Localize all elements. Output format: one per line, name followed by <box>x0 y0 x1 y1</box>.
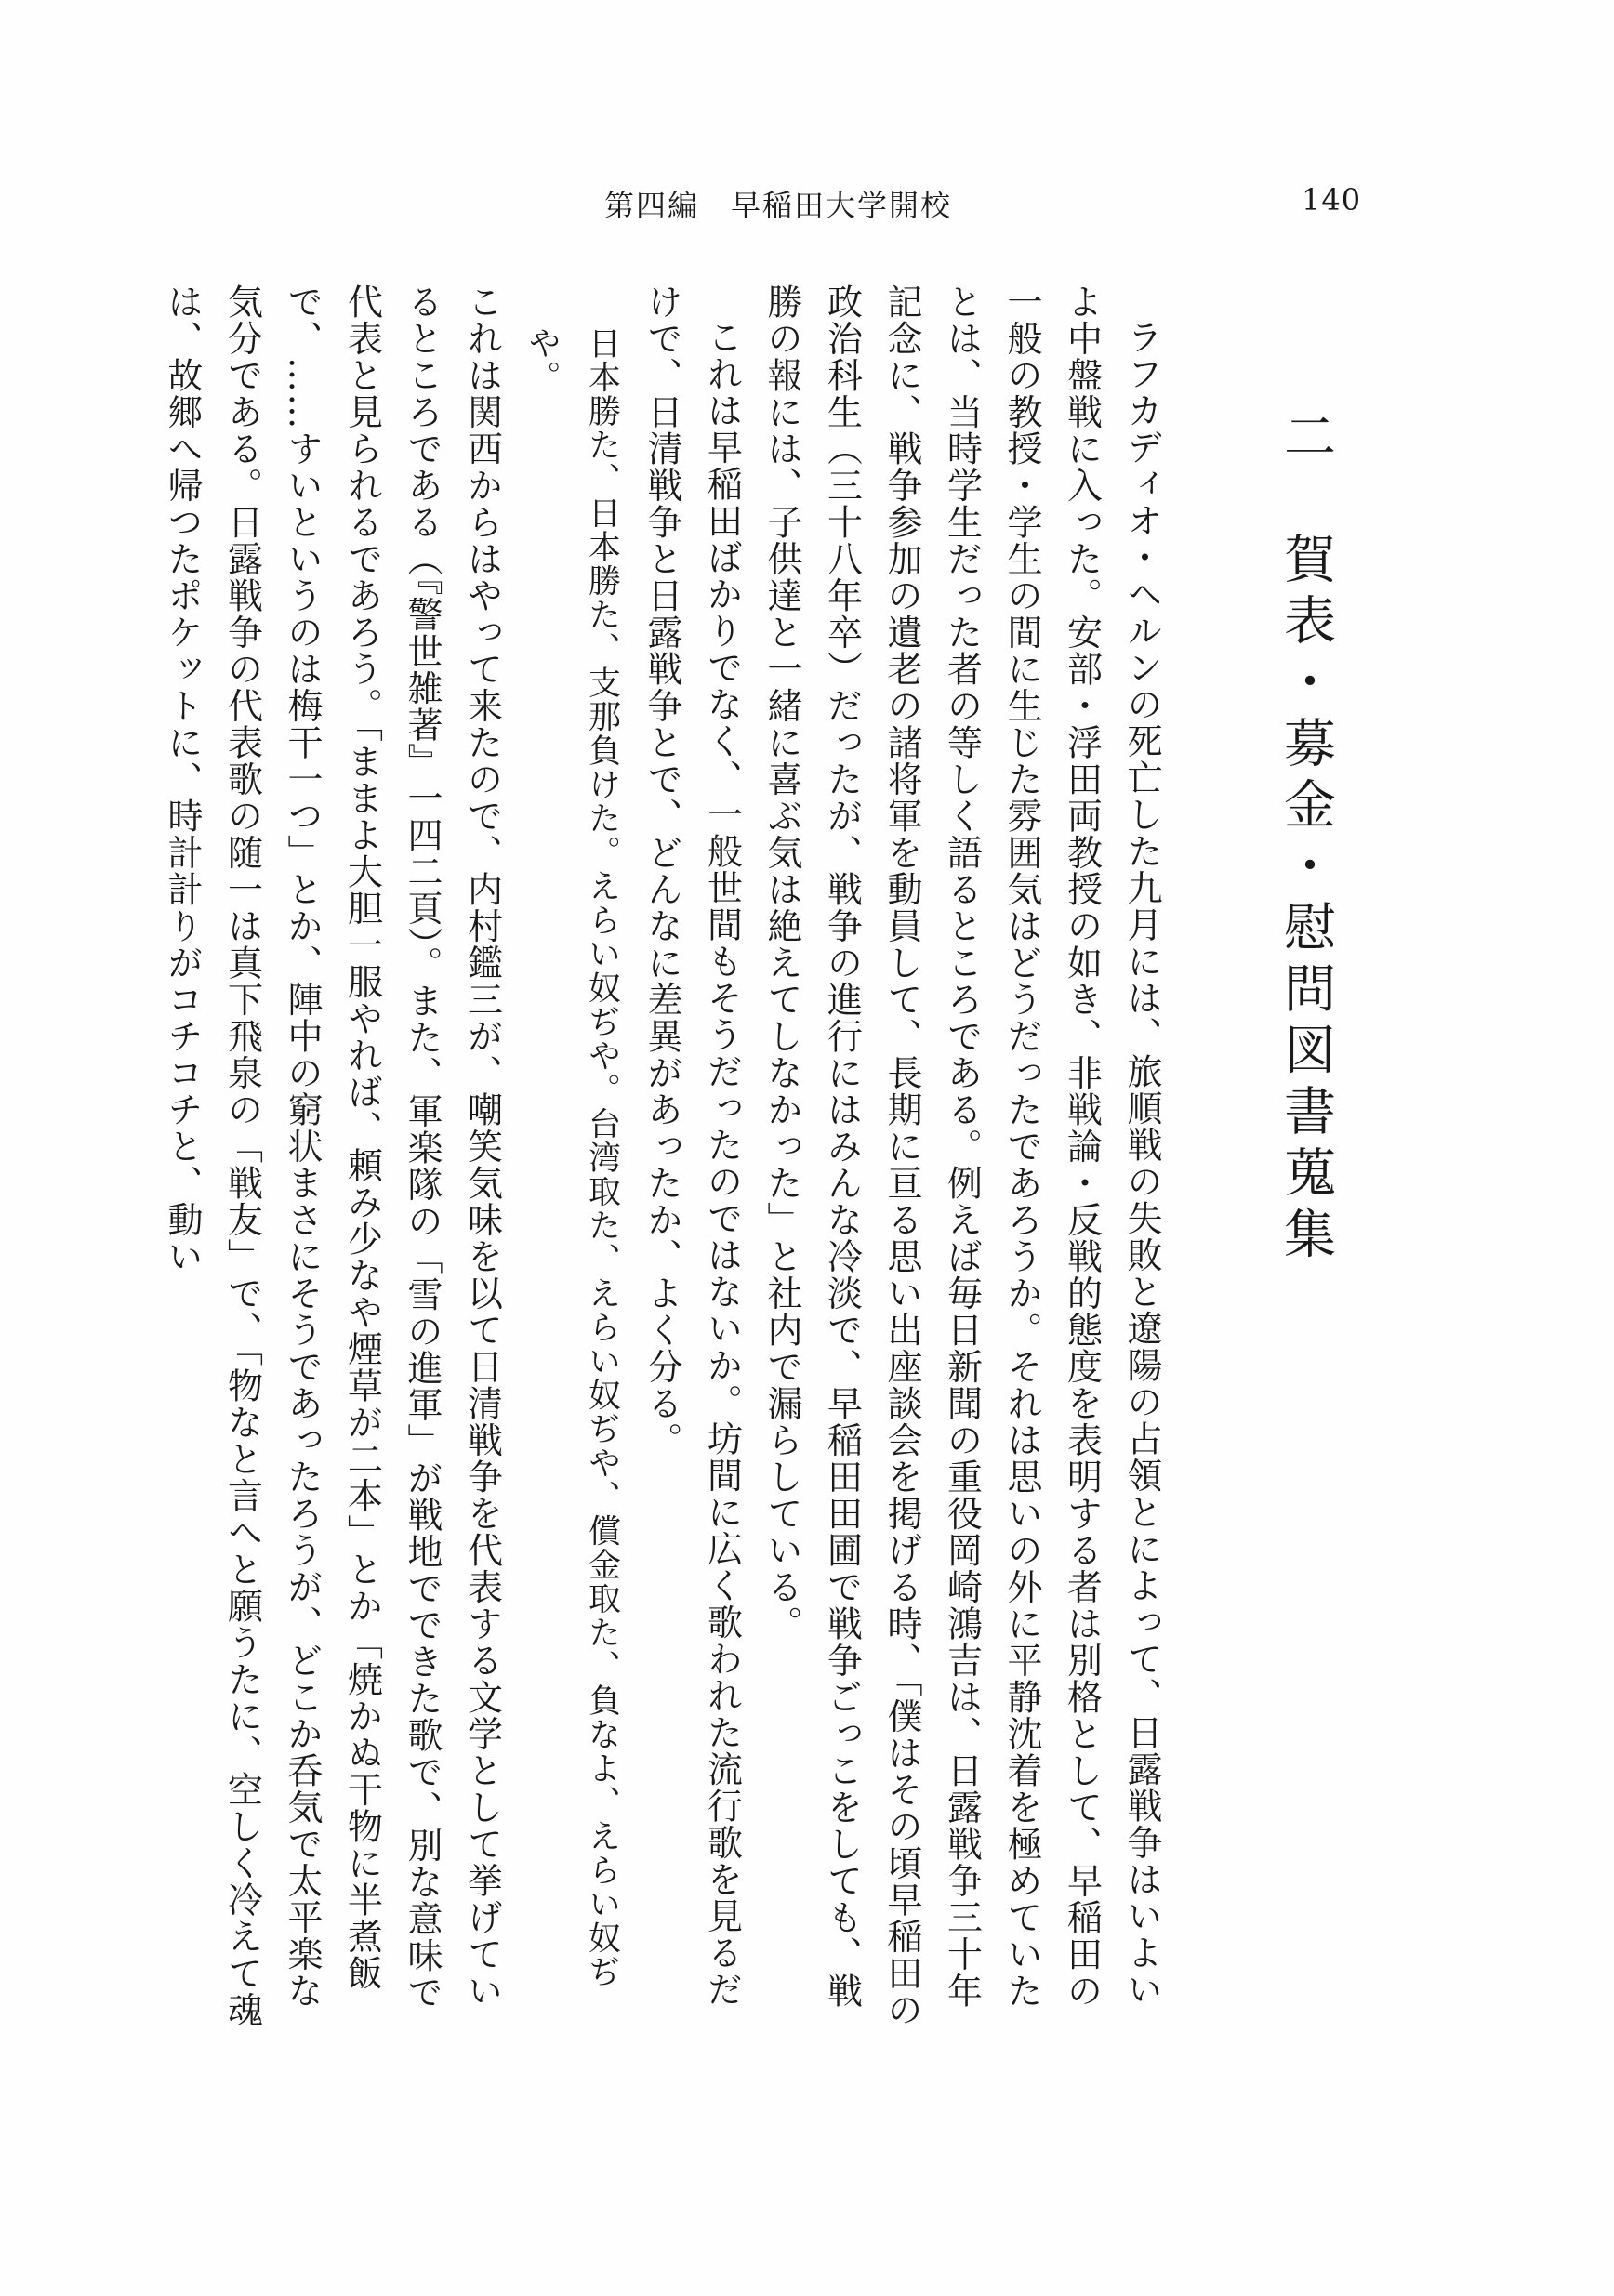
running-head: 第四編 早稲田大学開校 <box>604 188 953 223</box>
section-title: 二 賀表・募金・慰問図書蒐集 <box>1276 409 1336 1268</box>
song-lyrics: 日本勝た、日本勝た、支那負けた。えらい奴ぢや。台湾取た、えらい奴ぢや、償金取た、負なよ、えらい奴ぢや。 <box>523 325 621 1988</box>
paragraph-1: ラフカディオ・ヘルンの死亡した九月には、旅順戦の失敗と遼陽の占領とによって、日露戦争はいよいよ中盤戦に入った。安部・浮田両教授の如き、非戦論・反戦的態度を表明する者は別格として、早稲田の一般の教授・学生の間に生じた雰囲気はどうだったであろうか。それは思いの外に平静沈着を極めていたとは、当時学生だった者の等しく語るところである。例えば毎日新聞の重役岡崎鴻吉は、日露戦争三十年記念に、戦争参加の遺老の諸将軍を動員して、長期に亘る思い出座談会を掲げる時、「僕はその頃早稲田の政治科生（三十八年卒）だったが、戦争の進行にはみんな冷淡で、早稲田田圃で戦争ごっこをしても、戦勝の報には、子供達と一緒に喜ぶ気は絶えてしなかった」と社内で漏らしている。 <box>761 284 1162 2028</box>
body-text <box>152 284 1172 2031</box>
paragraph-2: これは早稲田ばかりでなく、一般世間もそうだったのではないか。坊間に広く歌われた流行歌を見るだけで、日清戦争と日露戦争とで、どんなに差異があったか、よく分る。 <box>642 284 743 2008</box>
paragraph-3: これは関西からはやって来たので、内村鑑三が、嘲笑気味を以て日清戦争を代表する文学として挙げているところである（『警世雑著』一四二頁）。また、軍楽隊の「雪の進軍」が戦地でできた歌で、別な意味で代表と見られるであろう。「ままよ大胆一服やれば、頼み少なや煙草が二本」とか「焼かぬ干物に半煮飯で、……すいというのは梅干一つ」とか、陣中の窮状まさにそうであったろうが、どこか呑気で太平楽な気分である。日露戦争の代表歌の随一は真下飛泉の「戦友」で、「物なと言へと願うたに、空しく冷えて魂は、故郷へ帰つたポケットに、時計計りがコチコチと、動い <box>162 284 503 2028</box>
page-number: 140 <box>1302 182 1362 218</box>
